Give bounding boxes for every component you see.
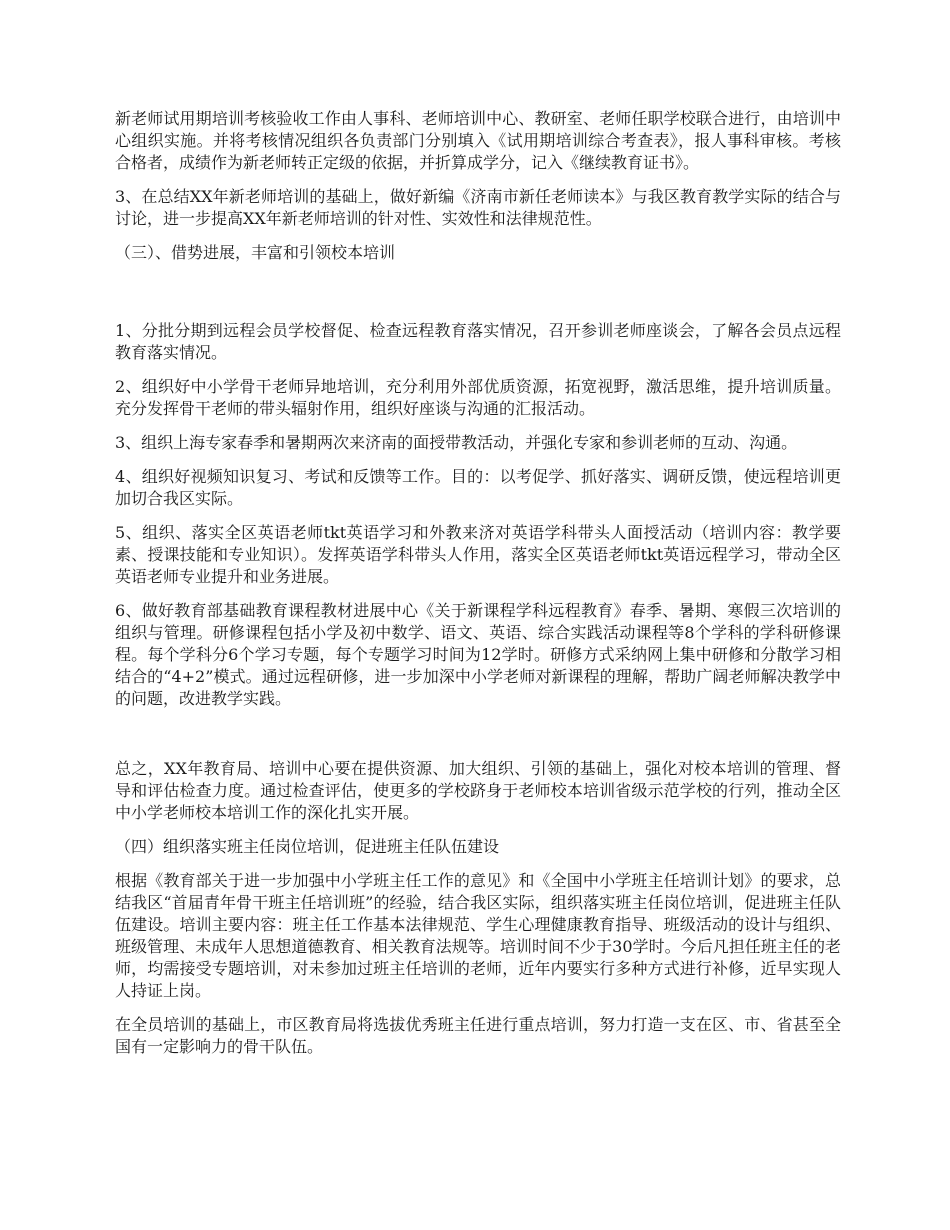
spacer (115, 276, 841, 320)
paragraph-item-3-new-teacher-reader: 3、在总结XX年新老师培训的基础上，做好新编《济南市新任老师读本》与我区教育教学实际的结合与讨论，进一步提高XX年新老师培训的针对性、实效性和法律规范性。 (115, 187, 841, 228)
paragraph-head-teacher-training: 根据《教育部关于进一步加强中小学班主任工作的意见》和《全国中小学班主任培训计划》的要求，总结我区“首届青年骨干班主任培训班”的经验，结合我区实际，组织落实班主任岗位培训，促进班主任队伍建设。培训主要内容：班主任工作基本法律规范、学生心理健康教育指导、班级活动的设计与组织、班级管理、未成年人思想道德教育、相关教育法规等。培训时间不少于30学时。今后凡担任班主任的老师，均需接受专题培训，对未参加过班主任培训的老师，近年内要实行多种方式进行补修，近早实现人人持证上岗。 (115, 871, 841, 1000)
paragraph-probation-assessment: 新老师试用期培训考核验收工作由人事科、老师培训中心、教研室、老师任职学校联合进行，由培训中心组织实施。并将考核情况组织各负责部门分别填入《试用期培训综合考查表》，报人事科审核。考核合格者，成绩作为新老师转正定级的依据，并折算成学分，记入《继续教育证书》。 (115, 109, 841, 172)
paragraph-item-4-video-review: 4、组织好视频知识复习、考试和反馈等工作。目的：以考促学、抓好落实、调研反馈，使远程培训更加切合我区实际。 (115, 467, 841, 508)
paragraph-item-5-english-tkt: 5、组织、落实全区英语老师tkt英语学习和外教来济对英语学科带头人面授活动（培训内容：教学要素、授课技能和专业知识）。发挥英语学科带头人作用，落实全区英语老师tkt英语远程学习，带动全区英语老师专业提升和业务进展。 (115, 523, 841, 586)
paragraph-item-2-backbone-training: 2、组织好中小学骨干老师异地培训，充分利用外部优质资源，拓宽视野，激活思维，提升培训质量。充分发挥骨干老师的带头辐射作用，组织好座谈与沟通的汇报活动。 (115, 377, 841, 418)
section-heading-3: （三）、借势进展，丰富和引领校本培训 (115, 243, 396, 262)
paragraph-item-1-remote-education: 1、分批分期到远程会员学校督促、检查远程教育落实情况，召开参训老师座谈会，了解各会员点远程教育落实情况。 (115, 321, 841, 362)
spacer (115, 722, 841, 758)
paragraph-item-3-shanghai-experts: 3、组织上海专家春季和暑期两次来济南的面授带教活动，并强化专家和参训老师的互动、沟通。 (115, 433, 798, 452)
section-heading-4: （四）组织落实班主任岗位培训，促进班主任队伍建设 (115, 837, 500, 856)
document-body (115, 108, 841, 1070)
paragraph-summary: 总之，XX年教育局、培训中心要在提供资源、加大组织、引领的基础上，强化对校本培训的管理、督导和评估检查力度。通过检查评估，使更多的学校跻身于老师校本培训省级示范学校的行列，推动全区中小学老师校本培训工作的深化扎实开展。 (115, 759, 841, 822)
paragraph-item-6-curriculum-training: 6、做好教育部基础教育课程教材进展中心《关于新课程学科远程教育》春季、暑期、寒假三次培训的组织与管理。研修课程包括小学及初中数学、语文、英语、综合实践活动课程等8个学科的学科研修课程。每个学科分6个学习专题，每个专题学习时间为12学时。研修方式采纳网上集中研修和分散学习相结合的“4+2”模式。通过远程研修，进一步加深中小学老师对新课程的理解，帮助广阔老师解决教学中的问题，改进教学实践。 (115, 601, 841, 708)
paragraph-key-training: 在全员培训的基础上，市区教育局将选拔优秀班主任进行重点培训，努力打造一支在区、市、省甚至全国有一定影响力的骨干队伍。 (115, 1015, 841, 1056)
